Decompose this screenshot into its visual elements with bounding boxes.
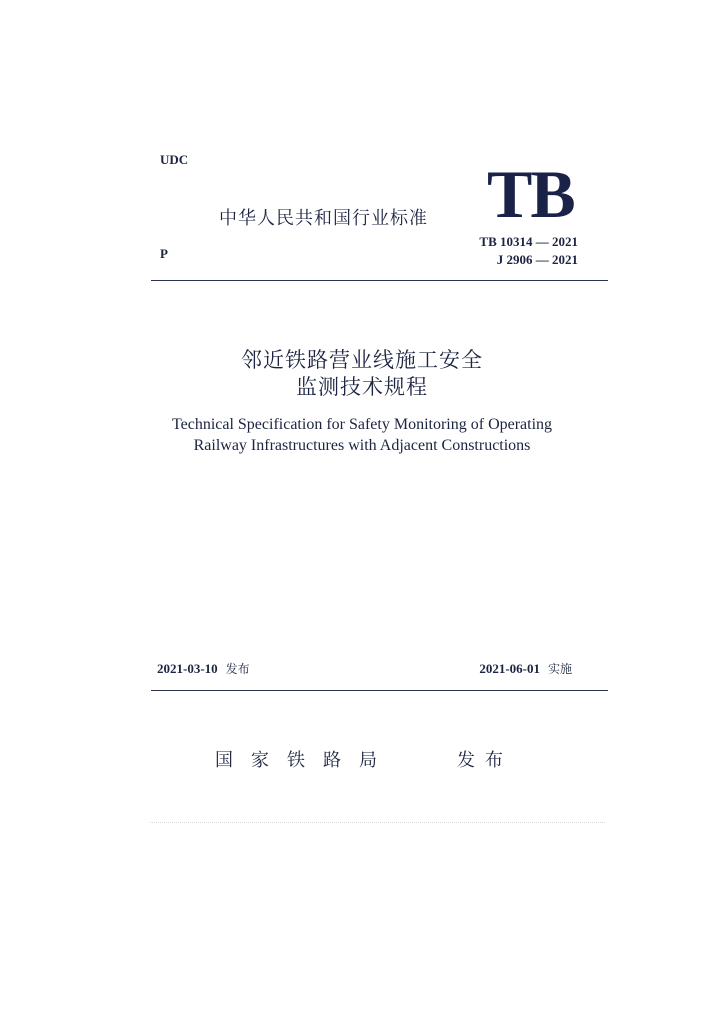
record-number: J 2906 — 2021 [496,252,578,267]
title-en-line-2: Railway Infrastructures with Adjacent Constructions [193,437,531,454]
issuer-action: 发布 [457,750,513,771]
footer-divider [151,690,608,691]
title-cn-line-2: 监测技术规程 [296,375,428,399]
scan-edge-mark [150,822,605,823]
udc-label: UDC [160,152,189,167]
effective-label: 实施 [547,662,572,676]
issue-date-block [157,660,250,677]
classification-label: P [160,246,168,261]
title-en-line-1: Technical Specification for Safety Monitoring of Operating [171,416,553,433]
standard-number: TB 10314 — 2021 [479,234,578,249]
issuer-name: 国家铁路局 [215,750,395,771]
header-divider [151,280,608,281]
tb-logo: TB [487,156,574,232]
effective-date: 2021-06-01 [479,661,540,676]
issue-label: 发布 [225,662,250,676]
issue-date: 2021-03-10 [157,661,218,676]
title-cn-line-1: 邻近铁路营业线施工安全 [241,348,483,372]
effective-date-block [479,660,572,677]
standard-category: 中华人民共和国行业标准 [219,208,428,229]
